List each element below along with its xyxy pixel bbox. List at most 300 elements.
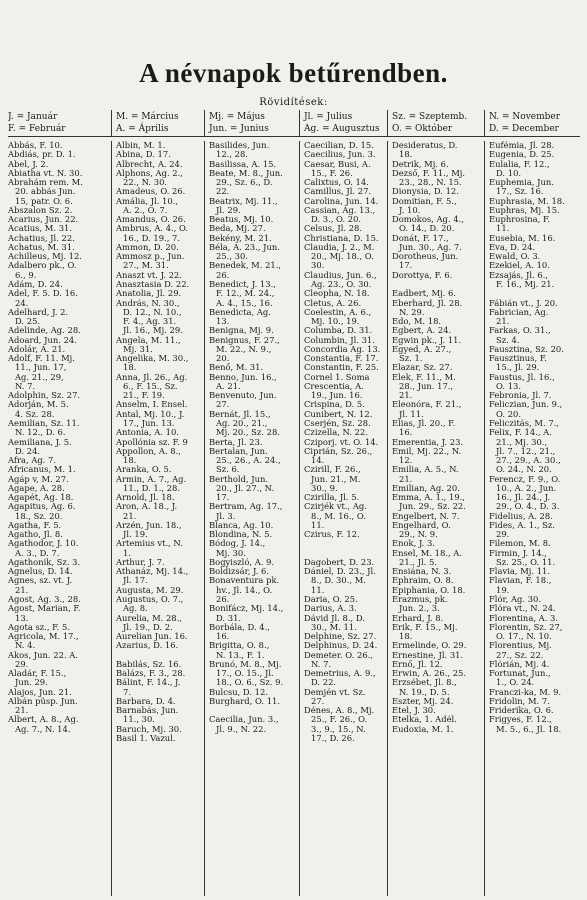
index-line: Benedek, M. 21.,	[209, 261, 282, 271]
index-line: Amadeus, O. 26.	[116, 187, 186, 197]
index-line: 21., Jl. 5.	[399, 557, 437, 567]
index-line: D. 12., N. 10.,	[123, 307, 182, 317]
name-day-index	[8, 141, 580, 896]
index-line: 16., D. 19., 7.	[123, 233, 181, 243]
index-line: Ármin, A. 7., Ag.	[116, 474, 187, 484]
index-line: 29., N. 9.	[399, 530, 438, 540]
index-line: Sz. 25., O. 11.	[496, 557, 556, 567]
index-line: Eulalia, F. 12.,	[489, 159, 550, 169]
index-line: A. 4., 15., 16.	[216, 298, 273, 308]
index-line: Bonifácz, Mj. 14.,	[209, 604, 284, 614]
index-line: Aranka, O. 5.	[116, 465, 172, 475]
index-line: M. 22., N. 9.,	[216, 344, 272, 354]
index-line: 7.	[123, 687, 131, 697]
index-line: Erzsébet, Jl. 8.,	[392, 678, 457, 688]
index-line: Emma, A. 1., 19.,	[392, 493, 465, 503]
index-column	[111, 141, 204, 896]
index-line: 18., Sz. 20.	[15, 511, 63, 521]
index-line: Euphrosina, F.	[489, 215, 551, 225]
index-line: N. 13., F. 1.	[216, 650, 265, 660]
index-line: Bódog, J. 14.,	[209, 539, 266, 549]
index-line: Euphras, Mj. 15.	[489, 205, 560, 215]
index-line: Domokos, Ag. 4.,	[392, 215, 464, 225]
index-line: Achilleus, Mj. 12.	[8, 252, 82, 262]
index-line: Fides, A. 1., Sz.	[489, 520, 555, 530]
index-line: Aladár, F. 15.,	[8, 669, 67, 679]
index-line: Adoard, Jun. 24.	[8, 335, 77, 345]
index-line: Agnes, sz. vt. J.	[8, 576, 73, 586]
index-line: 25., F. 26., O.	[311, 715, 368, 725]
index-line: Antal, Mj. 10., J.	[116, 409, 185, 419]
index-line: 12., 28.	[216, 150, 248, 160]
index-line: Dorottya, F. 6.	[392, 270, 453, 280]
index-line: 25., 30.	[216, 252, 248, 262]
index-line: Delphine, Sz. 27.	[304, 632, 377, 642]
index-line: Donát, F. 17.,	[392, 233, 449, 243]
index-line: D. 24.	[15, 446, 41, 456]
abbreviation-bottom: O. = Október	[392, 124, 453, 134]
index-line: Detrik, Mj. 6.	[392, 159, 449, 169]
index-line: Constantin, F. 25.	[304, 363, 379, 373]
index-line: Anasztasia D. 22.	[116, 279, 190, 289]
abbreviation-cell	[387, 110, 484, 136]
index-line: Czirill, F. 26.,	[304, 465, 361, 475]
index-line: Dávid Jl. 8., D.	[304, 613, 365, 623]
index-line: 18., O. 6., Sz. 9.	[216, 678, 284, 688]
index-line: 15., F. 26.	[311, 168, 353, 178]
index-line: Czirus, F. 12.	[304, 530, 360, 540]
index-line: 25., 26., A. 24.,	[216, 456, 281, 466]
index-line: Columba, D. 31.	[304, 326, 373, 336]
index-line: 22., N. 30.	[123, 178, 168, 188]
index-line: Fridolin, M. 7.	[489, 696, 550, 706]
index-line: Benő, M. 31.	[209, 363, 264, 373]
index-line: 27., Sz. 22.	[496, 650, 544, 660]
index-line: 17.	[399, 261, 413, 271]
abbreviation-top: J. = Január	[8, 112, 58, 122]
index-line: Ezsajás, Jl. 6.,	[489, 270, 549, 280]
index-line: Christiana, D. 15.	[304, 233, 379, 243]
index-line: Erazmus, pk.	[392, 595, 448, 605]
index-line: Concordia Ag. 13.	[304, 344, 381, 354]
index-line: 11., D. 1., 28.	[123, 483, 181, 493]
index-line: D. 25.	[15, 317, 41, 327]
index-line: 20.	[216, 354, 230, 364]
index-line: Eberhard, Jl. 28.	[392, 298, 463, 308]
index-line: Mj. 10., 19.	[311, 317, 360, 327]
abbreviation-cell	[204, 110, 299, 136]
index-line: Bonaventura pk.	[209, 576, 280, 586]
index-line: Agathonik, Sz. 3.	[8, 557, 81, 567]
index-line: D. 3., O. 20.	[311, 215, 362, 225]
abbreviation-bottom: A. = Április	[116, 124, 169, 134]
index-line: Epiphania, O. 18.	[392, 585, 466, 595]
index-line: Firmin, J. 14.,	[489, 548, 547, 558]
index-line: Flór, Ag. 30.	[489, 595, 541, 605]
index-line: 4. Sz. 28.	[15, 409, 55, 419]
index-line: Fausztina, Sz. 20.	[489, 344, 564, 354]
index-line: Achatus, M. 31.	[8, 242, 75, 252]
index-line: Enok, J. 3.	[392, 539, 435, 549]
index-line: Constantia, F. 17.	[304, 354, 379, 364]
index-line: Angelika, M. 30.,	[116, 354, 189, 364]
index-line: Feliczitás, M. 7.,	[489, 418, 559, 428]
index-line: Desideratus, D.	[392, 141, 458, 150]
index-line: 17., O. 15., Jl.	[216, 669, 274, 679]
index-line: Adel, F. 5. D. 16.	[8, 289, 78, 299]
index-line: D. 10.	[496, 168, 522, 178]
index-line: Camillus, Jl. 27.	[304, 187, 372, 197]
abbreviation-bottom: F. = Február	[8, 124, 66, 134]
index-line: Acatius, M. 31.	[8, 224, 73, 234]
index-line: Dagobert, D. 23.	[304, 557, 375, 567]
index-line: Columbin, Jl. 31.	[304, 335, 375, 345]
index-line: 29.	[15, 659, 29, 669]
index-line: Caecilia, Jun. 3.,	[209, 715, 279, 725]
index-line: Arzén, Jun. 18.,	[116, 520, 182, 530]
abbreviation-bottom: Ag. = Augusztus	[304, 124, 380, 134]
index-line: Caesar, Busi, A.	[304, 159, 371, 169]
index-line: Fábián vt., J. 20.	[489, 298, 558, 308]
index-line: 15, patr. O. 6.	[15, 196, 73, 206]
index-line: 12.	[399, 456, 413, 466]
index-line: Éva, D. 24.	[489, 242, 536, 252]
index-line: Benno, Jun. 16.,	[209, 372, 277, 382]
abbreviation-cell	[484, 110, 580, 136]
index-line: Etelka, 1. Adél.	[392, 715, 457, 725]
index-line: Erhard, J. 8.	[392, 613, 444, 623]
index-line: Sz. 6.	[216, 465, 240, 475]
index-line: Eusebia, M. 16.	[489, 233, 556, 243]
index-line: Benedict, J. 13.,	[209, 279, 276, 289]
index-line: 6., F. 15., Sz.	[123, 381, 178, 391]
index-line: Bulcsu, D. 12.	[209, 687, 268, 697]
index-line: Arthur, J. 7.	[116, 557, 165, 567]
index-line: Calixtus, O. 14.	[304, 178, 369, 188]
index-line: Angela, M. 11.,	[116, 335, 181, 345]
index-line: Crescentia, A.	[304, 381, 364, 391]
index-line: Caecilius, Jun. 3.	[304, 150, 376, 160]
index-line: 21.	[123, 511, 137, 521]
abbreviation-top: M. = Március	[116, 112, 179, 122]
index-line: D. 22.	[311, 678, 337, 688]
index-line: Ermelinde, O. 29.	[392, 641, 467, 651]
index-line: 13.	[15, 613, 29, 623]
index-line: Berta, Jl. 23.	[209, 437, 263, 447]
index-line: 8., M. 16., O.	[311, 511, 366, 521]
index-line: 29., Sz. 6., D.	[216, 178, 273, 188]
index-line: 30., M. 11.	[311, 622, 357, 632]
index-line: Florentina, A. 3.	[489, 613, 559, 623]
index-line: Bernát, Jl. 15.,	[209, 409, 271, 419]
index-line: Acarius, Jun. 22.	[8, 215, 79, 225]
index-line: Ábrahám rem. M.	[8, 178, 83, 188]
index-line: Abiatha vt. N. 30.	[8, 168, 83, 178]
index-line: Demetrius, A. 9.,	[304, 669, 376, 679]
index-line: 26.	[216, 270, 230, 280]
index-line: 19., Jun. 16.	[311, 391, 363, 401]
index-line: Delphinus, D. 24.	[304, 641, 378, 651]
index-line: 19.	[496, 585, 510, 595]
index-line: N. 7.	[311, 659, 332, 669]
index-line: Achatius, Jl. 22.	[8, 233, 75, 243]
index-line: Jl. 19., D. 2.	[123, 622, 173, 632]
index-line: Etel, J. 30.	[392, 706, 436, 716]
index-line: Agatho, Jl. 8.	[8, 530, 63, 540]
index-line: 18.	[123, 363, 137, 373]
index-line: N. 12., D. 6.	[15, 428, 66, 438]
index-line: Apollónia sz. F. 9	[116, 437, 188, 447]
index-line: Barnabás, Jun.	[116, 706, 179, 716]
index-line: Ewald, O. 3.	[489, 252, 541, 262]
abbreviation-cell	[8, 110, 111, 136]
index-line: Dionysia, D. 12.	[392, 187, 459, 197]
index-line: Abina, D. 17.	[116, 150, 171, 160]
index-line: Appollon, A. 8.,	[116, 446, 181, 456]
index-line: Faustus, Jl. 16.,	[489, 372, 555, 382]
index-line: Ákos, Jun. 22. A.	[8, 650, 78, 660]
index-line: Brigitta, O. 8.,	[209, 641, 270, 651]
index-line	[392, 280, 482, 289]
index-line: Ammon, D. 20.	[116, 242, 179, 252]
index-line: Alphons, Ag. 2.,	[116, 168, 183, 178]
index-line: Ag. 8.	[123, 604, 148, 614]
index-column	[8, 141, 111, 896]
index-line: Anselm, I. Ensel.	[116, 400, 188, 410]
index-line: 18.	[123, 456, 137, 466]
index-line: Erik, F. 15., Mj.	[392, 622, 458, 632]
index-line: Aurelian Jun. 16.	[116, 632, 188, 642]
index-line: 16.	[399, 428, 413, 438]
index-line: 17.	[216, 493, 230, 503]
index-line: 6., 9.	[15, 270, 37, 280]
index-line: 20., Mj. 18., O.	[311, 252, 374, 262]
index-line: Cletus, A. 26.	[304, 298, 362, 308]
index-line: 23., 28., N. 15.	[399, 178, 462, 188]
index-line: Cziporj. vt. O. 14.	[304, 437, 379, 447]
index-line: Abbás, F. 10.	[8, 141, 63, 150]
index-line: Demjén vt. Sz.	[304, 687, 366, 697]
index-line: 21.	[399, 474, 413, 484]
index-line: 21., F. 19.	[123, 391, 165, 401]
index-line: Jl. 7., 12., 21.,	[496, 446, 556, 456]
abbreviation-top: N. = November	[489, 112, 561, 122]
index-line: Dénes, A. 8., Mj.	[304, 706, 375, 716]
index-line: Ephraim, O. 8.	[392, 576, 454, 586]
index-line: Friderika, O. 6.	[489, 706, 554, 716]
index-line: Abszalon Sz. 2.	[8, 205, 73, 215]
index-line: Jl. 19.	[123, 530, 148, 540]
index-line: Ernestine, Jl. 31.	[392, 650, 464, 660]
index-line: 14.	[311, 456, 325, 466]
index-line: Domitian, F. 5.,	[392, 196, 457, 206]
index-line: Eugenia, D. 25.	[489, 150, 555, 160]
index-line: D. 31.	[216, 613, 242, 623]
index-line: Berthold, Jun.	[209, 474, 269, 484]
index-line: Azarius, D. 16.	[116, 641, 179, 651]
index-line: Dorotheus, Jun.	[392, 252, 459, 262]
index-column	[484, 141, 580, 896]
index-line: Antonia, A. 10.	[116, 428, 179, 438]
index-line: Felix, F. 14., A.	[489, 428, 552, 438]
index-line: Bertalan, Jun.	[209, 446, 268, 456]
index-line: 11.	[311, 520, 325, 530]
index-line: Amália, Jl. 10.,	[116, 196, 178, 206]
index-line: Fabrician, Ag.	[489, 307, 549, 317]
index-line: Jl. 17.	[123, 576, 148, 586]
index-line: Cassian, Ag. 13.,	[304, 205, 376, 215]
index-line: Baruch, Mj. 30.	[116, 724, 182, 734]
index-line: Barbara, D. 4.	[116, 696, 176, 706]
index-line: F. 16., Mj. 21.	[496, 279, 555, 289]
index-line: Blanca, Ag. 10.	[209, 520, 274, 530]
index-line: Euphemia, Jun.	[489, 178, 554, 188]
index-line: Eufémia, Jl. 28.	[489, 141, 555, 150]
index-line: Florentin, Sz. 27,	[489, 622, 563, 632]
index-line: Benedicta, Ag.	[209, 307, 271, 317]
index-line: Africanus, M. 1.	[8, 465, 76, 475]
index-line: J. 10.	[399, 205, 421, 215]
index-line: Aemiliana, J. 5.	[8, 437, 72, 447]
index-line: Frigyes, F. 12.,	[489, 715, 552, 725]
index-line: Agost, Ag. 3., 28.	[8, 595, 81, 605]
index-line: F. 4., Ag. 31.	[123, 317, 177, 327]
index-line: Arnold, Jl. 18.	[116, 493, 175, 503]
index-line: Agost, Marian, F.	[8, 604, 81, 614]
index-line: Benigna, Mj. 9.	[209, 326, 274, 336]
index-line: Jl. 3.	[216, 511, 236, 521]
index-line: Amandus, O. 26.	[116, 215, 186, 225]
index-line: Albert, A. 8., Ag.	[8, 715, 79, 725]
index-line: Agathodor, J. 10.	[8, 539, 79, 549]
index-line: 17., D. 26.	[311, 734, 355, 743]
index-line: Jl. 11.	[399, 409, 424, 419]
index-line: Boldizsár, J. 6.	[209, 567, 270, 577]
index-line: Athanáz, Mj. 14.,	[116, 567, 189, 577]
index-line: Filemon, M. 8.	[489, 539, 551, 549]
abbreviation-top: Jl. = Julius	[304, 112, 353, 122]
abbreviation-cell	[299, 110, 387, 136]
index-line: N. 29.	[399, 307, 425, 317]
index-line: Adolár, A. 21.	[8, 344, 66, 354]
index-line: Anatolia, Jl. 29.	[116, 289, 182, 299]
index-line: András, N. 30.,	[116, 298, 180, 308]
index-line: 21.	[399, 391, 413, 401]
index-line: 20. abbás Jun.	[15, 187, 76, 197]
index-line: Flóra vt., N. 24.	[489, 604, 556, 614]
index-line: Burghard, O. 11.	[209, 696, 281, 706]
index-line: Eleonóra, F. 21.,	[392, 400, 462, 410]
index-line: Mj. 20., Sz. 28.	[216, 428, 280, 438]
index-line: Ag. 20., 21.,	[216, 418, 268, 428]
index-line: Agota sz., F. 5.	[8, 622, 70, 632]
index-line: Afra, Ag. 7.	[8, 456, 57, 466]
index-line: Elias, Jl. 20., F.	[392, 418, 456, 428]
index-line: Demeter. O. 26.,	[304, 650, 373, 660]
index-line: 11.	[496, 224, 510, 234]
index-line: Czirjék vt., Ag.	[304, 502, 367, 512]
index-line: 13.	[216, 317, 230, 327]
index-line: Jun. 2., 3.	[399, 604, 440, 614]
index-line: Ferencz, F. 9., O.	[489, 474, 561, 484]
index-line: Cserjén, Sz. 28.	[304, 418, 371, 428]
index-line: Florentius, Mj.	[489, 641, 552, 651]
index-line: 27.	[216, 400, 230, 410]
index-line: Beate, M. 8., Jun.	[209, 168, 283, 178]
index-line: Jun. 29.	[15, 678, 48, 688]
index-line: Albin, M. 1.	[116, 141, 166, 150]
index-line: 1., O. 24.	[496, 678, 535, 688]
index-line: Cunibert, N. 12.	[304, 409, 373, 419]
index-line: Agáp v, M. 27.	[8, 474, 69, 484]
index-line: Czizella, N. 22.	[304, 428, 368, 438]
index-line: Borbála, D. 4.,	[209, 622, 270, 632]
index-line: 26.	[216, 595, 230, 605]
index-line: N. 19., D. 5.	[399, 687, 450, 697]
index-line: Beatrix, Mj. 11.,	[209, 196, 278, 206]
index-line: A. 21.	[216, 381, 241, 391]
index-line: Ambrus, A. 4., O.	[116, 224, 189, 234]
index-line: 11.	[311, 585, 325, 595]
index-line: 22.	[216, 187, 230, 197]
index-line: Engelhard, O.	[392, 520, 451, 530]
index-line: Ernő, Jl. 12.	[392, 659, 443, 669]
index-line: Claudia, J. 2., M.	[304, 242, 375, 252]
index-line: Czirilla, Jl. 5.	[304, 493, 360, 503]
index-line: Celsus, Jl. 28.	[304, 224, 363, 234]
abbreviation-top: Sz. = Szeptemb.	[392, 112, 468, 122]
index-line: Basilides, Jun.	[209, 141, 270, 150]
index-line: Basil 1. Vazul.	[116, 734, 176, 743]
index-line: 17., Jun. 13.	[123, 418, 175, 428]
index-line: Emilian, Ag. 20.	[392, 483, 460, 493]
index-line: Bálint, F. 14., J.	[116, 678, 181, 688]
index-line: O. 13.	[496, 381, 522, 391]
index-line: Eudoxia, M. 1.	[392, 724, 454, 734]
index-line: Cleopha, N. 18.	[304, 289, 370, 299]
index-line: Ciprián, Sz. 26.,	[304, 446, 373, 456]
index-line: 30.	[311, 261, 325, 271]
index-line: Feliczian, Jun. 9.,	[489, 400, 563, 410]
index-line: Brunó, M. 8., Mj.	[209, 659, 282, 669]
index-line: Caecilian, D. 15.	[304, 141, 374, 150]
index-line: Béla, A. 23., Jun.	[209, 242, 280, 252]
index-line: Ammosz p., Jun.	[116, 252, 185, 262]
index-line: 18.	[399, 150, 413, 160]
abbreviation-legend	[8, 110, 580, 137]
index-column	[299, 141, 387, 896]
index-line: 20., Jl. 27., N.	[216, 483, 275, 493]
index-line: Claudius, Jun. 6.,	[304, 270, 377, 280]
index-column	[387, 141, 484, 896]
index-line: Darius, A. 3.	[304, 604, 357, 614]
index-line: Anna, Jl. 26., Ag.	[116, 372, 188, 382]
index-line: 3., 9., 15., N.	[311, 724, 366, 734]
index-line: Ag. 21., 29,	[15, 372, 64, 382]
index-line: O. 14., D. 20.	[399, 224, 455, 234]
index-line: Agapét, Ag. 18.	[8, 493, 74, 503]
index-line: Babilás, Sz. 16.	[116, 659, 182, 669]
index-line: O. 20.	[496, 409, 522, 419]
index-line: Flórián, Mj. 4.	[489, 659, 550, 669]
index-line: Eszter, Mj. 24.	[392, 696, 454, 706]
index-line: 21.	[496, 317, 510, 327]
index-line: Augusta, M. 29.	[116, 585, 184, 595]
index-line: 27., M. 31.	[123, 261, 169, 271]
index-line: Basilissa, A. 15.	[209, 159, 277, 169]
index-line: Ensel, M. 18., A.	[392, 548, 463, 558]
index-line: Ezekiel, A. 10.	[489, 261, 550, 271]
